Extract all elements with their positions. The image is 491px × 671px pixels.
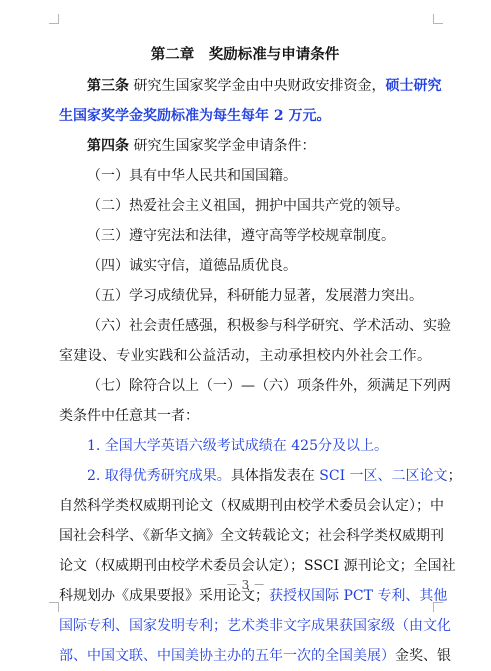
article-3-highlight-b: 生国家奖学金奖励标准为每生每年 2 万元。 [59, 108, 331, 124]
article-3-label: 第三条 [87, 78, 129, 94]
item-2-line-5-b: 获授权国际 PCT 专利、其他 [269, 588, 448, 604]
article-3-line-1 [59, 71, 442, 101]
condition-5: （五）学习成绩优异，科研能力显著，发展潜力突出。 [87, 288, 423, 304]
crop-mark-bottom-left [49, 602, 59, 612]
condition-6-line-1: （六）社会责任感强，积极参与科学研究、学术活动、实验 [87, 318, 451, 334]
item-2-line-4: 论文（权威期刊由校学术委员会认定）；SSCI 源刊论文；全国社 [59, 558, 456, 574]
item-2-line-6: 国际专利、国家发明专利；艺术类非文字成果获国家级（由文化 [59, 618, 451, 634]
condition-1: （一）具有中华人民共和国国籍。 [87, 168, 297, 184]
condition-2: （二）热爱社会主义祖国，拥护中国共产党的领导。 [87, 198, 409, 214]
crop-mark-top-left [49, 14, 59, 24]
condition-7-line-2: 类条件中任意其一者： [59, 408, 199, 424]
crop-mark-top-right [433, 14, 443, 24]
article-4-label: 第四条 [87, 138, 129, 154]
condition-3: （三）遵守宪法和法律，遵守高等学校规章制度。 [87, 228, 395, 244]
item-2-line-7 [59, 641, 451, 671]
item-2-line-1 [59, 461, 462, 491]
page-number: － 3 － [225, 578, 266, 592]
item-2-text-a: 具体指发表在 [230, 468, 320, 484]
item-2-line-3: 国社会科学、《新华文摘》全文转载论文；社会科学类权威期刊 [59, 528, 444, 544]
item-2-line-5-a: 科规划办《成果要报》采用论文； [59, 588, 269, 604]
item-2-line-7-a: 部、中国文联、中国美协主办的五年一次的全国美展） [59, 648, 395, 664]
item-2-line-2: 自然科学类权威期刊论文（权威期刊由校学术委员会认定）；中 [59, 498, 444, 514]
article-4-line [59, 131, 431, 161]
item-2-sci: SCI 一区、二区论文 [319, 468, 448, 484]
condition-4: （四）诚实守信，道德品质优良。 [87, 258, 297, 274]
item-1: 1. 全国大学英语六级考试成绩在 425分及以上。 [87, 438, 388, 454]
item-2-text-b: ； [447, 468, 462, 484]
article-3-highlight-a: 硕士研究 [385, 78, 442, 94]
condition-7-line-1: （七）除符合以上（一）—（六）项条件外，须满足下列两 [87, 378, 451, 394]
chapter-title: 第二章 奖励标准与申请条件 [150, 47, 340, 63]
item-2-lead: 2. 取得优秀研究成果。 [87, 468, 231, 484]
article-4-text: 研究生国家奖学金申请条件： [133, 138, 316, 154]
article-3-text: 研究生国家奖学金由中央财政安排资金， [133, 78, 386, 94]
condition-6-line-2: 室建设、专业实践和公益活动，主动承担校内外社会工作。 [59, 348, 431, 364]
item-2-line-7-b: 金奖、银 [395, 648, 451, 664]
